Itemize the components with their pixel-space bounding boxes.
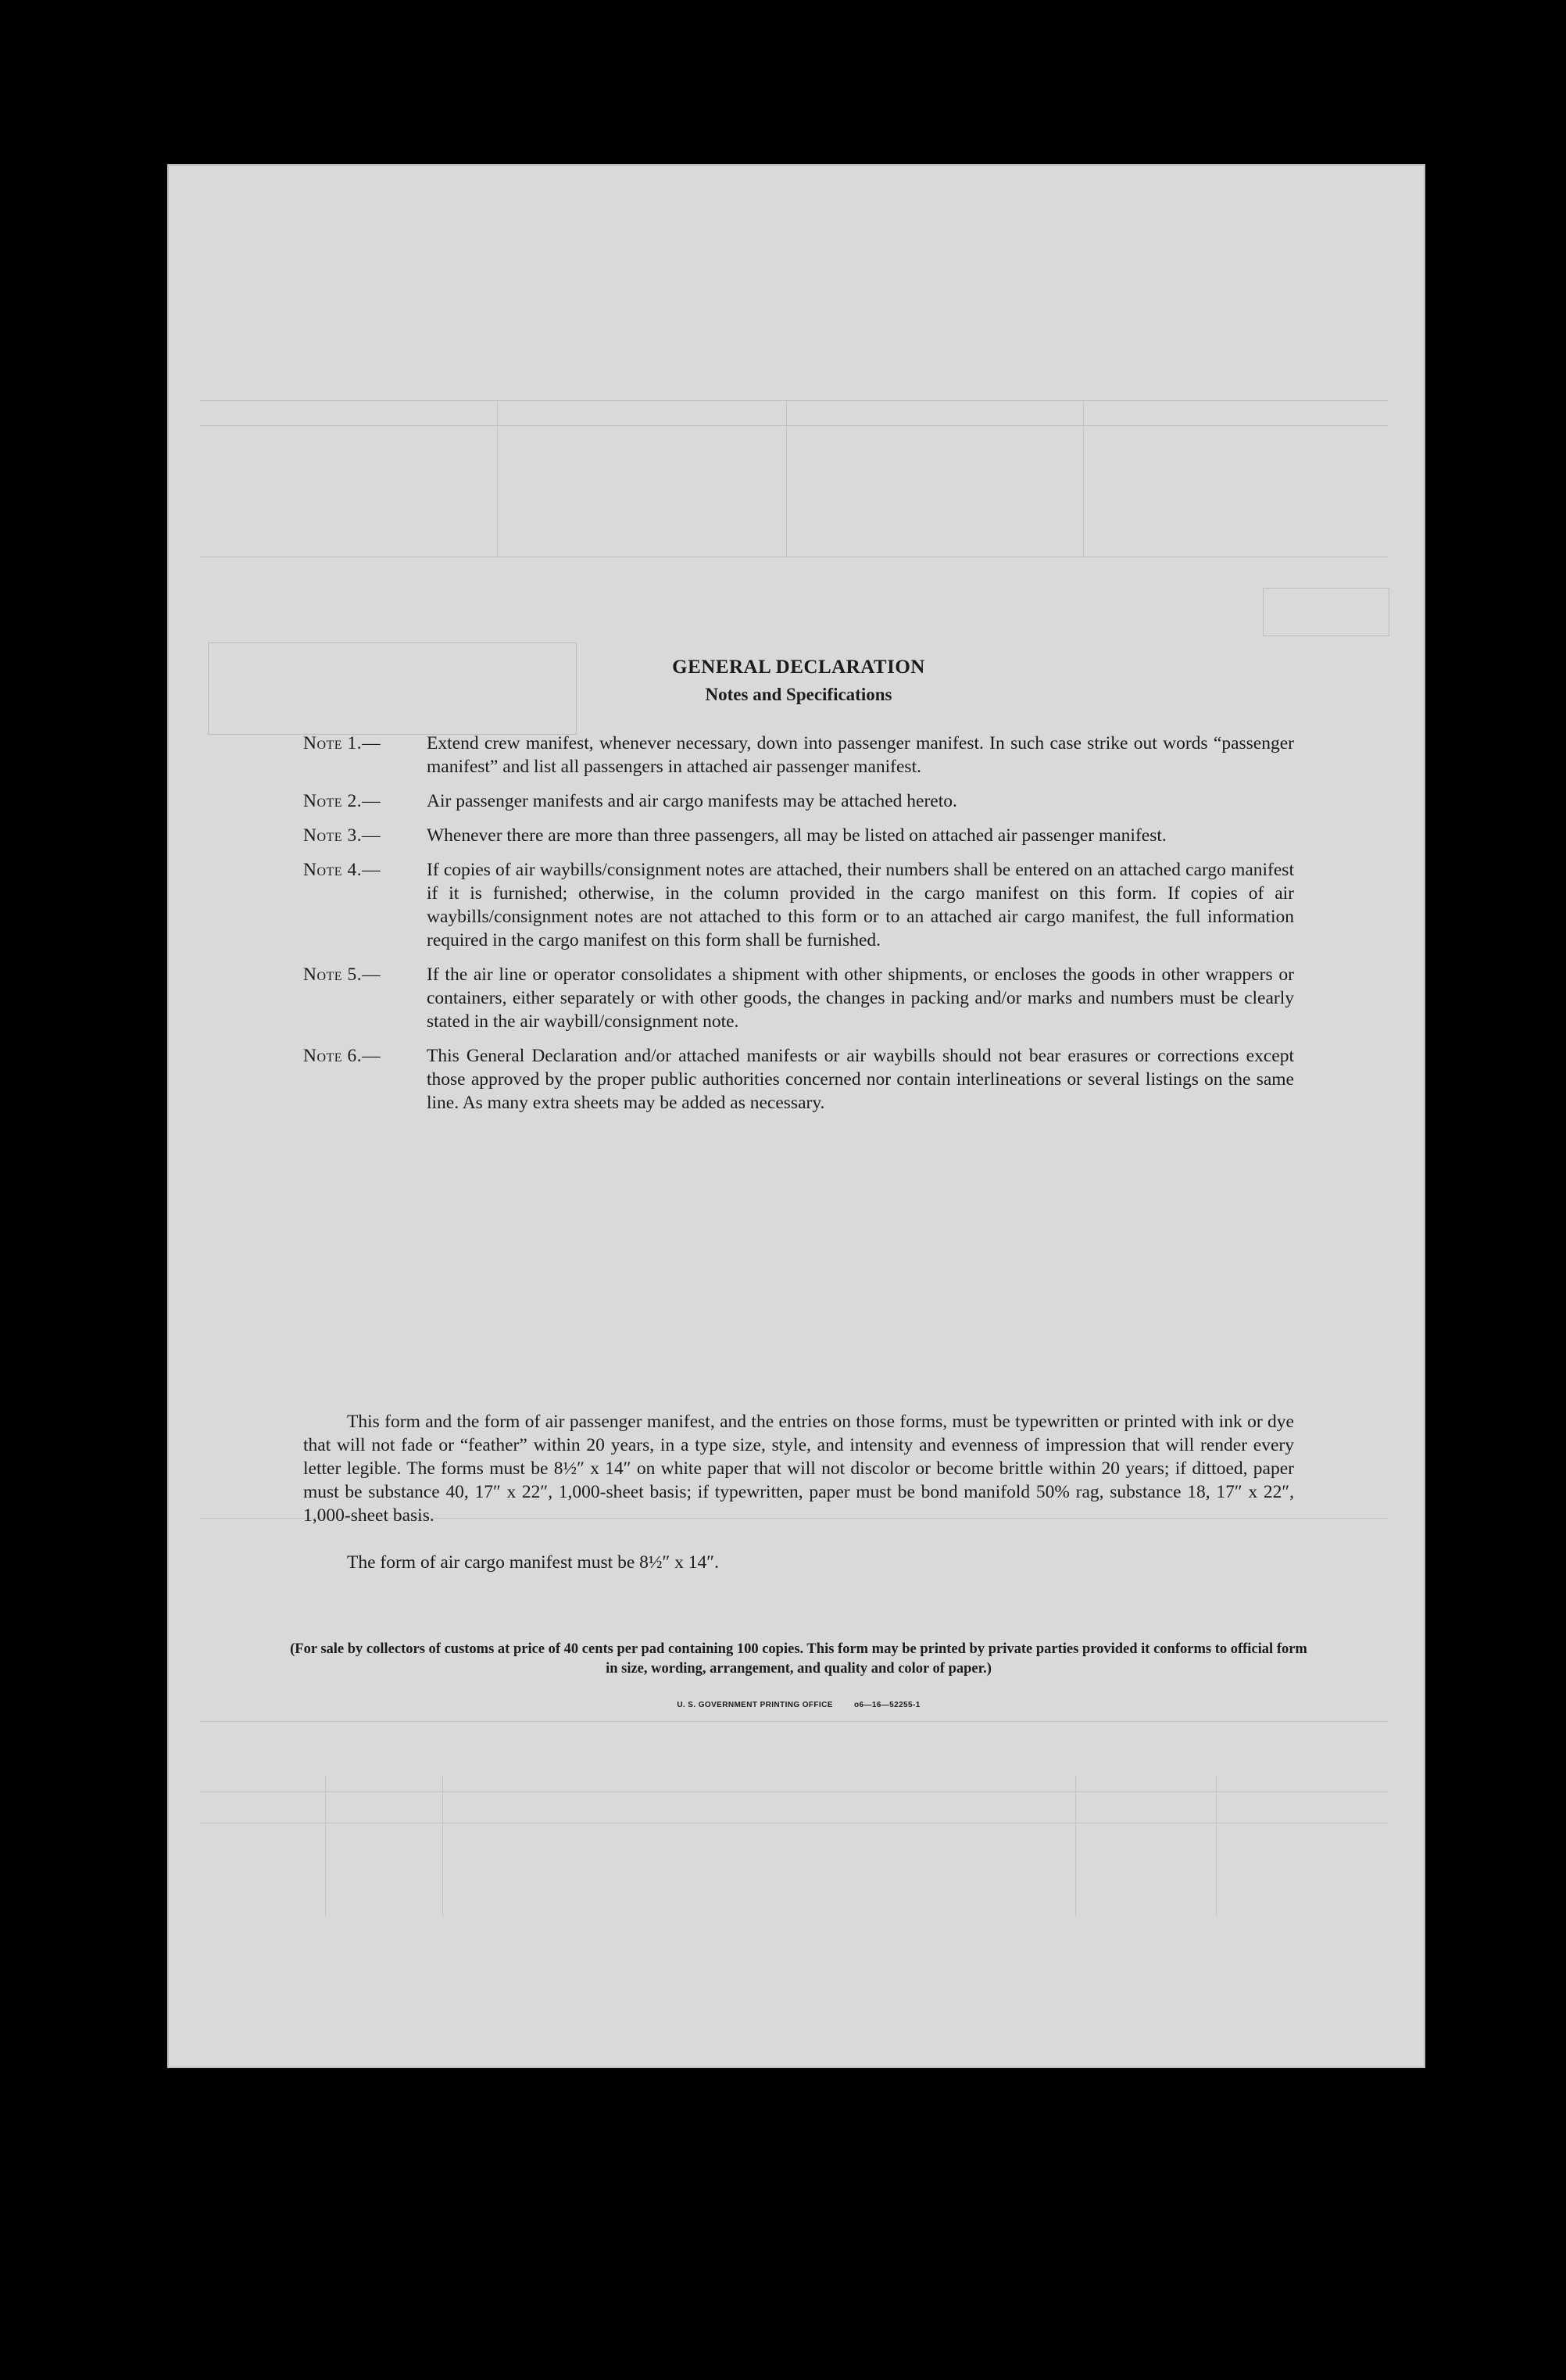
printing-office: U. S. GOVERNMENT PRINTING OFFICE bbox=[677, 1701, 833, 1709]
note-text: This General Declaration and/or attached manifests or air waybills should not bear erasures or corrections except those approved by the proper public authorities concerned nor contain interlineations or several listings on the same line. As many extra sheets may be added as necessary. bbox=[427, 1046, 1294, 1113]
printing-code: o6—16—52255-1 bbox=[853, 1701, 921, 1709]
note-text: Extend crew manifest, whenever necessary, down into passenger manifest. In such case strike out words “passenger manifest” and list all passengers in attached air passenger manifest. bbox=[427, 733, 1294, 777]
note-3 bbox=[303, 824, 1294, 847]
notes-heading: GENERAL DECLARATION bbox=[672, 657, 925, 678]
note-label: Note 6.— bbox=[303, 1046, 381, 1066]
note-label: Note 2.— bbox=[303, 791, 381, 811]
cargo-size-line: The form of air cargo manifest must be 8½″ x 14″. bbox=[347, 1552, 719, 1573]
note-5 bbox=[303, 963, 1294, 1033]
note-4 bbox=[303, 858, 1294, 952]
note-2 bbox=[303, 789, 1294, 813]
note-text: Air passenger manifests and air cargo manifests may be attached hereto. bbox=[427, 791, 957, 811]
note-text: If the air line or operator consolidates a shipment with other shipments, or encloses the goods in other wrappers or containers, either separately or with other goods, the changes in packing and/or marks and numbers must be clearly stated in the air waybill/consignment note. bbox=[427, 965, 1294, 1032]
notes-list bbox=[303, 732, 1294, 1126]
document-page bbox=[167, 164, 1425, 2068]
note-label: Note 3.— bbox=[303, 825, 381, 846]
note-label: Note 4.— bbox=[303, 860, 381, 880]
note-1 bbox=[303, 732, 1294, 778]
printing-office-line bbox=[169, 1701, 1425, 1709]
note-6 bbox=[303, 1044, 1294, 1115]
sale-notice: (For sale by collectors of customs at price of 40 cents per pad containing 100 copies. This form may be printed by private parties provided it conforms to official form in size, wording, arrangement, and quality and color of paper.) bbox=[290, 1641, 1307, 1677]
specification-paragraph: This form and the form of air passenger manifest, and the entries on those forms, must be typewritten or printed with ink or dye that will not fade or “feather” within 20 years, in a type size, style, and intensity and evenness of impression that will render every letter legible. The forms must be 8½″ x 14″ on white paper that will not discolor or become brittle within 20 years; if dittoed, paper must be substance 40, 17″ x 22″, 1,000-sheet basis; if typewritten, paper must be bond manifold 50% rag, substance 18, 17″ x 22″, 1,000-sheet basis. bbox=[303, 1412, 1294, 1526]
note-text: If copies of air waybills/consignment notes are attached, their numbers shall be entered on an attached cargo manifest if it is furnished; otherwise, in the column provided in the cargo manifest on this form. If copies of air waybills/consignment notes are not attached to this form or to an attached air cargo manifest, the full information required in the cargo manifest on this form shall be furnished. bbox=[427, 860, 1294, 950]
note-label: Note 1.— bbox=[303, 733, 381, 753]
note-label: Note 5.— bbox=[303, 965, 381, 985]
note-text: Whenever there are more than three passengers, all may be listed on attached air passenger manifest. bbox=[427, 825, 1167, 846]
notes-subheading: Notes and Specifications bbox=[705, 685, 892, 704]
